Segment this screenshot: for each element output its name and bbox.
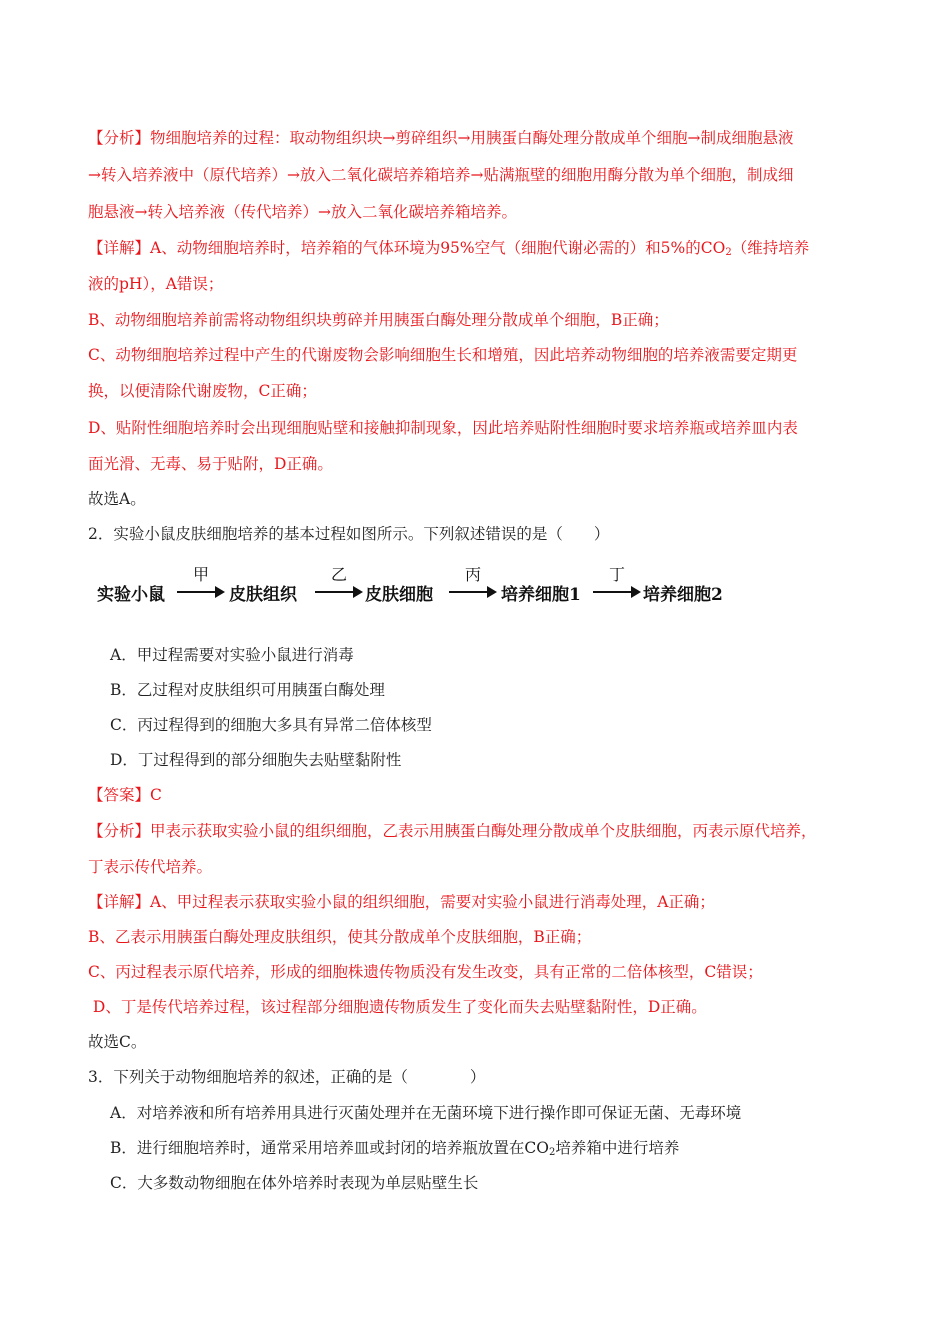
arrow-shaft xyxy=(449,591,491,593)
arrow-head-icon xyxy=(353,586,363,598)
q2-detail-d: D、丁是传代培养过程，该过程部分细胞遗传物质发生了变化而失去贴壁黏附性，D正确。 xyxy=(88,998,707,1016)
q2-stem: 2．实验小鼠皮肤细胞培养的基本过程如图所示。下列叙述错误的是（ ） xyxy=(88,525,610,543)
co2-subscript: 2 xyxy=(548,1147,556,1158)
q2-choose: 故选C。 xyxy=(88,1033,147,1051)
arrow-shaft xyxy=(315,591,357,593)
q3-option-b-text-tail: 培养箱中进行培养 xyxy=(555,1139,680,1157)
flow-node-mouse: 实验小鼠 xyxy=(97,585,165,605)
q1-detail-b: B、动物细胞培养前需将动物组织块剪碎并用胰蛋白酶处理分散成单个细胞，B正确； xyxy=(88,311,669,329)
flow-node-skin-cell: 皮肤细胞 xyxy=(365,585,433,605)
q3-option-b xyxy=(110,1138,679,1158)
arrow-shaft xyxy=(177,591,219,593)
q1-analysis-line1: 【分析】物细胞培养的过程：取动物组织块→剪碎组织→用胰蛋白酶处理分散成单个细胞→制成细胞悬液 xyxy=(88,129,794,147)
q1-analysis-line3: 胞悬液→转入培养液（传代培养）→放入二氧化碳培养箱培养。 xyxy=(88,203,517,221)
q3-option-a: A．对培养液和所有培养用具进行灭菌处理并在无菌环境下进行操作即可保证无菌、无毒环境 xyxy=(110,1104,742,1122)
q1-detail-d-line1: D、贴附性细胞培养时会出现细胞贴壁和接触抑制现象，因此培养贴附性细胞时要求培养瓶或培养皿内表 xyxy=(88,419,798,437)
arrow-head-icon xyxy=(215,586,225,598)
flow-arrow-ding xyxy=(593,566,641,606)
q2-option-c: C．丙过程得到的细胞大多具有异常二倍体核型 xyxy=(110,716,432,734)
q2-option-d: D．丁过程得到的部分细胞失去贴壁黏附性 xyxy=(110,751,402,769)
q1-detail-a-text-tail: （维持培养 xyxy=(731,239,810,257)
q2-detail-a: 【详解】A、甲过程表示获取实验小鼠的组织细胞，需要对实验小鼠进行消毒处理，A正确； xyxy=(88,893,715,911)
flow-node-culture-cell-1: 培养细胞1 xyxy=(501,585,581,605)
flow-arrow-label-jia: 甲 xyxy=(192,565,209,584)
q1-detail-c-line1: C、动物细胞培养过程中产生的代谢废物会影响细胞生长和增殖，因此培养动物细胞的培养液需要定期更 xyxy=(88,346,798,364)
q3-option-b-text: B．进行细胞培养时，通常采用培养皿或封闭的培养瓶放置在CO xyxy=(110,1139,549,1157)
flow-node-culture-cell-2: 培养细胞2 xyxy=(643,585,723,605)
arrow-head-icon xyxy=(487,586,497,598)
q2-option-a: A．甲过程需要对实验小鼠进行消毒 xyxy=(110,646,354,664)
flow-arrow-jia xyxy=(177,566,225,606)
flow-node-skin-tissue: 皮肤组织 xyxy=(229,585,297,605)
q1-detail-d-line2: 面光滑、无毒、易于贴附，D正确。 xyxy=(88,455,333,473)
q2-detail-b: B、乙表示用胰蛋白酶处理皮肤组织，使其分散成单个皮肤细胞，B正确； xyxy=(88,928,592,946)
flow-arrow-bing xyxy=(449,566,497,606)
flow-arrow-label-yi: 乙 xyxy=(330,565,347,584)
q2-detail-c: C、丙过程表示原代培养，形成的细胞株遗传物质没有发生改变，具有正常的二倍体核型，C错误； xyxy=(88,963,763,981)
q3-stem: 3．下列关于动物细胞培养的叙述，正确的是（ ） xyxy=(88,1068,486,1086)
q1-choose: 故选A。 xyxy=(88,490,146,508)
process-flow-diagram xyxy=(97,566,757,610)
q1-analysis-line2: →转入培养液中（原代培养）→放入二氧化碳培养箱培养→贴满瓶壁的细胞用酶分散为单个细胞，制成细 xyxy=(88,166,794,184)
arrow-shaft xyxy=(593,591,635,593)
flow-arrow-yi xyxy=(315,566,363,606)
q1-detail-a-line2: 液的pH），A错误； xyxy=(88,275,224,293)
q2-option-b: B．乙过程对皮肤组织可用胰蛋白酶处理 xyxy=(110,681,385,699)
q1-detail-c-line2: 换，以便清除代谢废物，C正确； xyxy=(88,382,317,400)
co2-subscript: 2 xyxy=(725,247,732,258)
flow-arrow-label-bing: 丙 xyxy=(464,565,481,584)
arrow-head-icon xyxy=(631,586,641,598)
q1-detail-a-text: 【详解】A、动物细胞培养时，培养箱的气体环境为95%空气（细胞代谢必需的）和5%的CO xyxy=(88,239,726,257)
q2-analysis-line1: 【分析】甲表示获取实验小鼠的组织细胞，乙表示用胰蛋白酶处理分散成单个皮肤细胞，丙表示原代培养， xyxy=(88,822,817,840)
q1-detail-a-line1 xyxy=(88,238,809,258)
q2-answer: 【答案】C xyxy=(88,786,162,804)
flow-arrow-label-ding: 丁 xyxy=(608,565,625,584)
q2-analysis-line2: 丁表示传代培养。 xyxy=(88,858,213,876)
q3-option-c: C．大多数动物细胞在体外培养时表现为单层贴壁生长 xyxy=(110,1174,479,1192)
